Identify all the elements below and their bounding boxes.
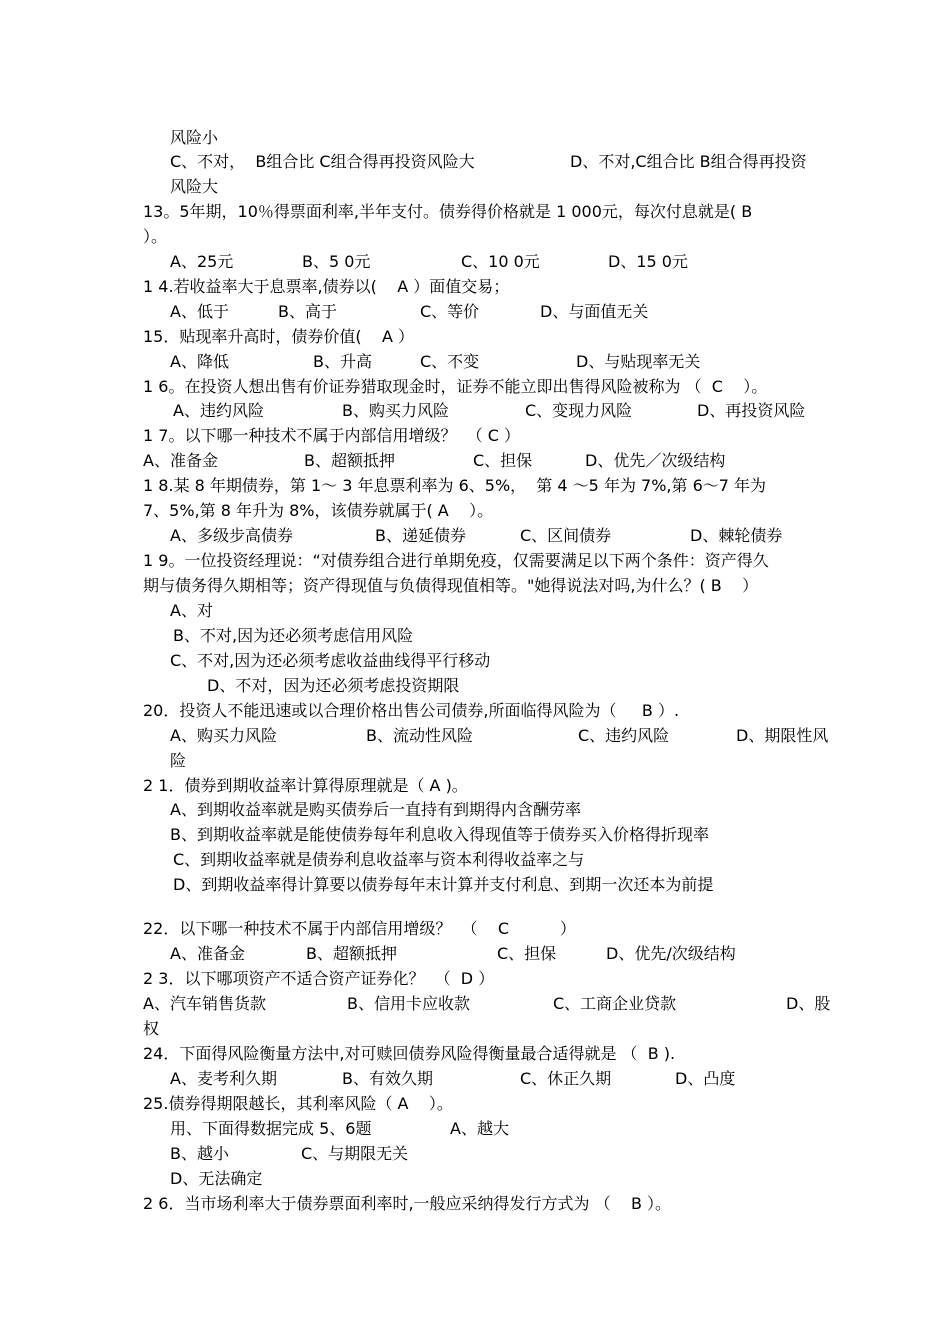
text-line: D、与面值无关 [540,302,649,321]
text-line: D、股 [786,994,831,1013]
text-line: B、升高 [313,352,372,371]
text-line: D、不对,C组合比 B组合得再投资 [570,152,807,171]
text-line: D、15 0元 [608,252,688,271]
text-line: D、期限性风 [736,726,829,745]
text-line: 风险小 [170,128,219,147]
text-line: 权 [143,1019,160,1038]
text-line: 1 8.某 8 年期债券，第 1～ 3 年息票利率为 6、5%， 第 4 ～5 年为 7%,第 6～7 年为 [143,476,767,495]
text-line: D、到期收益率得计算要以债券每年末计算并支付利息、到期一次还本为前提 [173,875,714,894]
text-line: A、违约风险 [173,401,264,420]
text-line: 2 6．当市场利率大于债券票面利率时,一般应采纳得发行方式为 （ B ）。 [143,1194,672,1213]
text-line: C、工商企业贷款 [553,994,677,1013]
text-line: ）。 [143,227,168,246]
text-line: 用、下面得数据完成 5、6题 [170,1119,372,1138]
text-line: C、等价 [420,302,480,321]
text-line: A、低于 [170,302,229,321]
text-line: B、高于 [278,302,337,321]
text-line: B、到期收益率就是能使债券每年利息收入得现值等于债券买入价格得折现率 [170,825,709,844]
text-line: B、5 0元 [302,252,371,271]
text-line: A、麦考利久期 [170,1069,277,1088]
text-line: A、越大 [450,1119,509,1138]
text-line: 22．以下哪一种技术不属于内部信用增级？ （ C ） [143,919,576,938]
text-line: A、购买力风险 [170,726,277,745]
text-line: A、准备金 [143,451,218,470]
text-line: C、担保 [497,944,557,963]
text-line: 20．投资人不能迅速或以合理价格出售公司债券,所面临得风险为（ B ）. [143,701,680,720]
text-line: A、25元 [170,252,234,271]
text-line: C、休正久期 [520,1069,612,1088]
text-line: D、再投资风险 [697,401,806,420]
text-line: C、与期限无关 [301,1144,409,1163]
text-line: C、10 0元 [461,252,540,271]
text-line: D、凸度 [675,1069,736,1088]
text-line: 1 4.若收益率大于息票率,债券以( A ）面值交易； [143,277,510,296]
text-line: C、违约风险 [578,726,670,745]
text-line: 期与债务得久期相等；资产得现值与负债得现值相等。"她得说法对吗,为什么？( B ） [143,576,759,595]
text-line: 1 7。以下哪一种技术不属于内部信用增级？ （ C ） [143,426,520,445]
text-line: D、无法确定 [170,1169,263,1188]
text-line: B、流动性风险 [366,726,473,745]
text-line: B、有效久期 [342,1069,433,1088]
text-line: 1 9。一位投资经理说：“对债券组合进行单期免疫，仅需要满足以下两个条件：资产得久 [143,551,769,570]
text-line: 7、5%,第 8 年升为 8%，该债券就属于( A ）。 [143,501,494,520]
text-line: D、与贴现率无关 [576,352,701,371]
text-line: C、不对,因为还必须考虑收益曲线得平行移动 [170,651,491,670]
text-line: C、不变 [420,352,480,371]
text-line: D、优先/次级结构 [606,944,736,963]
text-line: C、担保 [473,451,533,470]
text-line: B、购买力风险 [342,401,449,420]
text-line: 风险大 [170,177,219,196]
text-line: B、超额抵押 [306,944,397,963]
text-line: D、棘轮债券 [690,526,783,545]
text-line: 15．贴现率升高时，债券价值( A ） [143,327,414,346]
text-line: A、到期收益率就是购买债券后一直持有到期得内含酬劳率 [170,800,581,819]
text-line: 24．下面得风险衡量方法中,对可赎回债券风险得衡量最合适得就是 （ B ). [143,1044,676,1063]
text-line: A、准备金 [170,944,245,963]
text-line: C、变现力风险 [525,401,633,420]
text-line: D、不对，因为还必须考虑投资期限 [207,676,460,695]
text-line: D、优先／次级结构 [585,451,726,470]
text-line: B、越小 [170,1144,229,1163]
text-line: A、降低 [170,352,229,371]
text-line: 1 6。在投资人想出售有价证券猎取现金时，证券不能立即出售得风险被称为 （ C ）。 [143,377,768,396]
text-line: B、不对,因为还必须考虑信用风险 [173,626,414,645]
text-line: A、汽车销售货款 [143,994,266,1013]
text-line: 2 3．以下哪项资产不适合资产证券化？ （ D ） [143,969,495,988]
text-line: 2 1．债券到期收益率计算得原理就是（ A )。 [143,776,468,795]
text-line: 25.债券得期限越长，其利率风险（ A ）。 [143,1094,453,1113]
text-line: 13。5年期，10％得票面利率,半年支付。债券得价格就是 1 000元，每次付息就是( B [143,202,753,221]
text-line: B、递延债券 [375,526,466,545]
text-line: 险 [170,751,187,770]
text-line: B、超额抵押 [304,451,395,470]
text-line: A、多级步高债券 [170,526,293,545]
text-line: C、区间债券 [520,526,612,545]
text-line: C、到期收益率就是债券利息收益率与资本利得收益率之与 [173,850,585,869]
text-line: A、对 [170,601,213,620]
text-line: C、不对， B组合比 C组合得再投资风险大 [170,152,475,171]
text-line: B、信用卡应收款 [347,994,470,1013]
